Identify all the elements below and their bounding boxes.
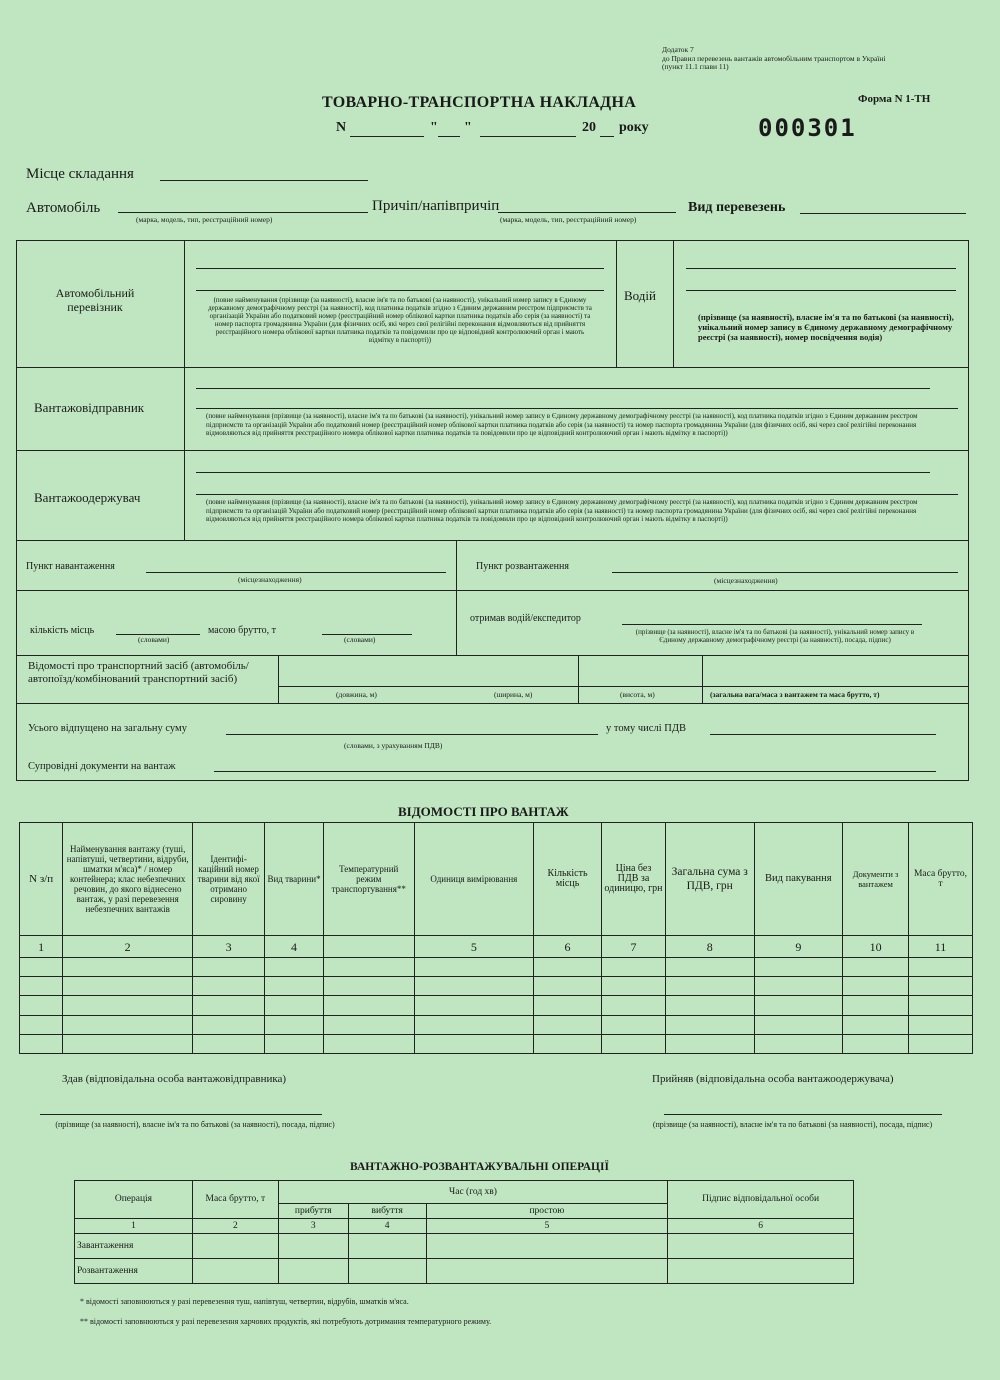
cargo-n-3: 3	[193, 935, 265, 957]
table-row[interactable]	[20, 1015, 973, 1034]
unload-point-field[interactable]	[612, 572, 958, 573]
places-hint: (словами)	[138, 635, 170, 644]
cargo-h-temp: Температурний режим транспортування**	[323, 823, 414, 936]
received-label: отримав водій/експедитор	[470, 613, 581, 624]
accepted-field[interactable]	[664, 1114, 942, 1115]
vat-field[interactable]	[710, 734, 936, 735]
trailer-label: Причіп/напівпричіп	[372, 198, 500, 214]
vehicle-info-label: Відомості про транспортний засіб (автомобіль/автопоїзд/комбінований транспортний засіб)	[28, 660, 249, 685]
cargo-header-row	[20, 823, 973, 936]
vehicle-info-div-3	[702, 655, 703, 703]
op-h-arrival: прибуття	[278, 1204, 348, 1219]
driver-label: Водій	[624, 288, 656, 303]
op-unloading-label: Розвантаження	[75, 1258, 193, 1283]
vehicle-field[interactable]	[118, 212, 368, 213]
op-h-operation: Операція	[75, 1181, 193, 1219]
vehicle-info-bottom	[16, 703, 969, 704]
op-number-row	[75, 1218, 854, 1233]
shipper-divider	[184, 367, 185, 451]
cargo-n-5: 5	[414, 935, 534, 957]
accepted-label: Прийняв (відповідальна особа вантажоодержувача)	[652, 1073, 894, 1085]
cargo-h-price: Ціна без ПДВ за одиницю, грн	[602, 823, 666, 936]
carrier-label: Автомобільний перевізник	[55, 286, 135, 314]
cargo-h-unit: Одиниця вимірювання	[414, 823, 534, 936]
form-code: Форма N 1-ТН	[858, 93, 931, 105]
carrier-line-1[interactable]	[196, 268, 604, 269]
number-line	[336, 120, 666, 140]
operations-title: ВАНТАЖНО-РОЗВАНТАЖУВАЛЬНІ ОПЕРАЦІЇ	[350, 1161, 609, 1173]
op-n-5: 5	[426, 1218, 668, 1233]
received-field[interactable]	[622, 624, 922, 625]
load-point-label: Пункт навантаження	[26, 561, 115, 572]
appendix-line-2: до Правил перевезень вантажів автомобільним транспортом в Україні	[662, 53, 886, 63]
handed-label: Здав (відповідальна особа вантажовідправника)	[62, 1073, 287, 1085]
serial-number: 000301	[758, 114, 857, 142]
op-n-1: 1	[75, 1218, 193, 1233]
shipper-label: Вантажовідправник	[34, 400, 145, 415]
op-h-departure: вибуття	[348, 1204, 426, 1219]
carrier-divider	[184, 240, 185, 368]
vehicle-width: (ширина, м)	[494, 690, 533, 699]
number-label: N	[336, 120, 347, 135]
cargo-n-9: 9	[754, 935, 843, 957]
cargo-n-1: 1	[20, 935, 63, 957]
driver-line-2[interactable]	[686, 290, 956, 291]
place-field[interactable]	[160, 180, 368, 181]
number-field[interactable]	[350, 136, 424, 137]
op-n-2: 2	[192, 1218, 278, 1233]
cargo-n-temp	[323, 935, 414, 957]
cargo-n-7: 7	[602, 935, 666, 957]
table-row[interactable]	[20, 1034, 973, 1053]
shipper-line-1[interactable]	[196, 388, 930, 389]
vehicle-info-div-1	[278, 655, 279, 703]
vehicle-label: Автомобіль	[26, 200, 101, 216]
vehicle-weight: (загальна вага/маса з вантажем та маса брутто, т)	[710, 690, 880, 699]
received-hint: (прізвище (за наявності), власне ім'я та по батькові (за наявності), унікальний номер запису в Єдиному державному демографічному реєстрі (за наявності), посада, підпис)	[635, 628, 915, 644]
place-label: Місце складання	[26, 166, 134, 182]
table-row[interactable]	[20, 958, 973, 977]
driver-divider-left	[616, 240, 617, 368]
consignee-divider	[184, 450, 185, 540]
cargo-n-6: 6	[534, 935, 602, 957]
vat-label: у тому числі ПДВ	[606, 723, 686, 734]
consignee-line-2[interactable]	[196, 494, 958, 495]
driver-line-1[interactable]	[686, 268, 956, 269]
vehicle-info-field-row[interactable]	[278, 686, 969, 687]
trailer-hint: (марка, модель, тип, реєстраційний номер)	[500, 215, 637, 224]
sum-hint: (словами, з урахуванням ПДВ)	[344, 741, 443, 750]
driver-hint: (прізвище (за наявності), власне ім'я та по батькові (за наявності), унікальний номер запису в Єдиному державному демографічному реєстрі (за наявності), номер посвідчення водія)	[698, 312, 954, 342]
table-row[interactable]	[20, 996, 973, 1015]
cargo-n-8: 8	[665, 935, 754, 957]
cargo-h-places: Кількість місць	[534, 823, 602, 936]
op-h-mass: Маса брутто, т	[192, 1181, 278, 1219]
mass-label: масою брутто, т	[208, 625, 277, 636]
consignee-line-1[interactable]	[196, 472, 930, 473]
op-n-3: 3	[278, 1218, 348, 1233]
appendix-line-1: Додаток 7	[662, 45, 694, 54]
cargo-h-mass: Маса брутто, т	[909, 823, 973, 936]
quote-close: "	[464, 120, 472, 135]
quantity-bottom	[16, 655, 969, 656]
transport-type-field[interactable]	[800, 213, 966, 214]
table-row[interactable]	[20, 977, 973, 996]
load-point-hint: (місцезнаходження)	[238, 575, 302, 584]
consignee-hint: (повне найменування (прізвище (за наявності), власне ім'я та по батькові (за наявності), унікальний номер запису в Єдиному державному демографічному реєстрі (за наявності), код платника податків згідно з Єдиним державним реєстром підприємств та організацій України або податковий номер (реєстраційний номер облікової картки платника податків або серія (за наявності) та номер паспорта громадянина України (для фізичних осіб, які через свої релігійні переконання відмовляються від прийняття реєстраційного номера облікової картки платника податків та повідомили про це відповідний контролюючий орган і мають відмітку в паспорті))	[206, 498, 918, 523]
sum-field[interactable]	[226, 734, 598, 735]
operations-table	[74, 1180, 854, 1284]
cargo-h-name: Найменування вантажу (туші, напівтуші, четвертини, відруби, шматки м'яса)* / номер контейнера; клас небезпечних речовин, до якого віднесено вантаж, у разі перевезення небезпечних вантажів	[63, 823, 193, 936]
shipper-hint: (повне найменування (прізвище (за наявності), власне ім'я та по батькові (за наявності), унікальний номер запису в Єдиному державному демографічному реєстрі (за наявності), код платника податків згідно з Єдиним державним реєстром підприємств та організацій України або податковий номер (реєстраційний номер облікової картки платника податків або серія (за наявності) та номер паспорта громадянина України (для фізичних осіб, які через свої релігійні переконання відмовляються від прийняття реєстраційного номера облікової картки платника податків та повідомили про це відповідний контролюючий орган і мають відмітку в паспорті))	[206, 412, 918, 437]
accepted-hint: (прізвище (за наявності), власне ім'я та по батькові (за наявності), посада, підпис)	[652, 1120, 933, 1129]
cargo-h-total: Загальна сума з ПДВ, грн	[665, 823, 754, 936]
page-title: ТОВАРНО-ТРАНСПОРТНА НАКЛАДНА	[322, 94, 637, 111]
year-prefix: 20	[582, 120, 596, 135]
transport-type-label: Вид перевезень	[688, 200, 786, 215]
op-row-loading[interactable]	[75, 1233, 854, 1258]
cargo-table	[19, 822, 973, 1054]
carrier-bottom	[16, 367, 969, 368]
consignee-label: Вантажоодержувач	[34, 490, 141, 505]
unload-point-hint: (місцезнаходження)	[714, 576, 778, 585]
carrier-line-2[interactable]	[196, 290, 604, 291]
op-row-unloading[interactable]	[75, 1258, 854, 1283]
loading-bottom	[16, 590, 969, 591]
carrier-hint: (повне найменування (прізвище (за наявності), власне ім'я та по батькові (за наявності), унікальний номер запису в Єдиному державному демографічному реєстрі (за наявності), код платника податків згідно з Єдиним державним реєстром підприємств та організацій України або податковий номер (реєстраційний номер облікової картки платника податків або серія (за наявності) та номер паспорта громадянина України (для фізичних осіб, які через свої релігійні переконання відмовляються від прийняття реєстраційного номера облікової картки платника податків та повідомили про це відповідний контролюючий орган і мають відмітку в паспорті))	[208, 296, 592, 344]
loading-divider	[456, 540, 457, 655]
cargo-h-id: Ідентифі-каційний номер тварини від якої отримано сировину	[193, 823, 265, 936]
cargo-n-4: 4	[265, 935, 324, 957]
cargo-number-row	[20, 935, 973, 957]
cargo-n-2: 2	[63, 935, 193, 957]
appendix-line-3: (пункт 11.1 глави 11)	[662, 62, 729, 71]
docs-label: Супровідні документи на вантаж	[28, 761, 176, 772]
footnote-1: * відомості заповнюються у разі перевезення туш, напівтуш, четвертин, відрубів, шматків м'яса.	[80, 1297, 409, 1306]
appendix-note	[662, 46, 962, 72]
day-field[interactable]	[438, 136, 460, 137]
trailer-field[interactable]	[498, 212, 676, 213]
unload-point-label: Пункт розвантаження	[476, 561, 569, 572]
vehicle-length: (довжина, м)	[336, 690, 377, 699]
month-field[interactable]	[480, 136, 576, 137]
op-h-time: Час (год хв)	[278, 1181, 667, 1204]
vehicle-hint: (марка, модель, тип, реєстраційний номер)	[136, 215, 273, 224]
cargo-h-package: Вид пакування	[754, 823, 843, 936]
footnote-2: ** відомості заповнюються у разі перевезення харчових продуктів, які потребують дотримання температурного режиму.	[80, 1317, 492, 1326]
cargo-n-10: 10	[843, 935, 909, 957]
op-h-signature: Підпис відповідальної особи	[668, 1181, 854, 1219]
cargo-h-animal: Вид тварини*	[265, 823, 324, 936]
driver-divider-right	[673, 240, 674, 368]
shipper-line-2[interactable]	[196, 408, 958, 409]
consignee-bottom	[16, 540, 969, 541]
cargo-h-num: N з/п	[20, 823, 63, 936]
vehicle-info-div-2	[578, 655, 579, 703]
cargo-h-docs: Документи з вантажем	[843, 823, 909, 936]
year-field[interactable]	[600, 136, 614, 137]
handed-field[interactable]	[40, 1114, 322, 1115]
docs-field[interactable]	[214, 771, 936, 772]
cargo-title: ВІДОМОСТІ ПРО ВАНТАЖ	[398, 804, 569, 819]
vehicle-height: (висота, м)	[620, 690, 655, 699]
year-suffix: року	[619, 120, 649, 135]
cargo-n-11: 11	[909, 935, 973, 957]
op-n-6: 6	[668, 1218, 854, 1233]
handed-hint: (прізвище (за наявності), власне ім'я та по батькові (за наявності), посада, підпис)	[55, 1120, 335, 1129]
op-h-idle: простою	[426, 1204, 668, 1219]
op-n-4: 4	[348, 1218, 426, 1233]
quote-open: "	[430, 120, 438, 135]
mass-hint: (словами)	[344, 635, 376, 644]
load-point-field[interactable]	[146, 572, 446, 573]
shipper-bottom	[16, 450, 969, 451]
sum-label: Усього відпущено на загальну суму	[28, 723, 187, 734]
places-label: кількість місць	[30, 625, 95, 636]
op-loading-label: Завантаження	[75, 1233, 193, 1258]
